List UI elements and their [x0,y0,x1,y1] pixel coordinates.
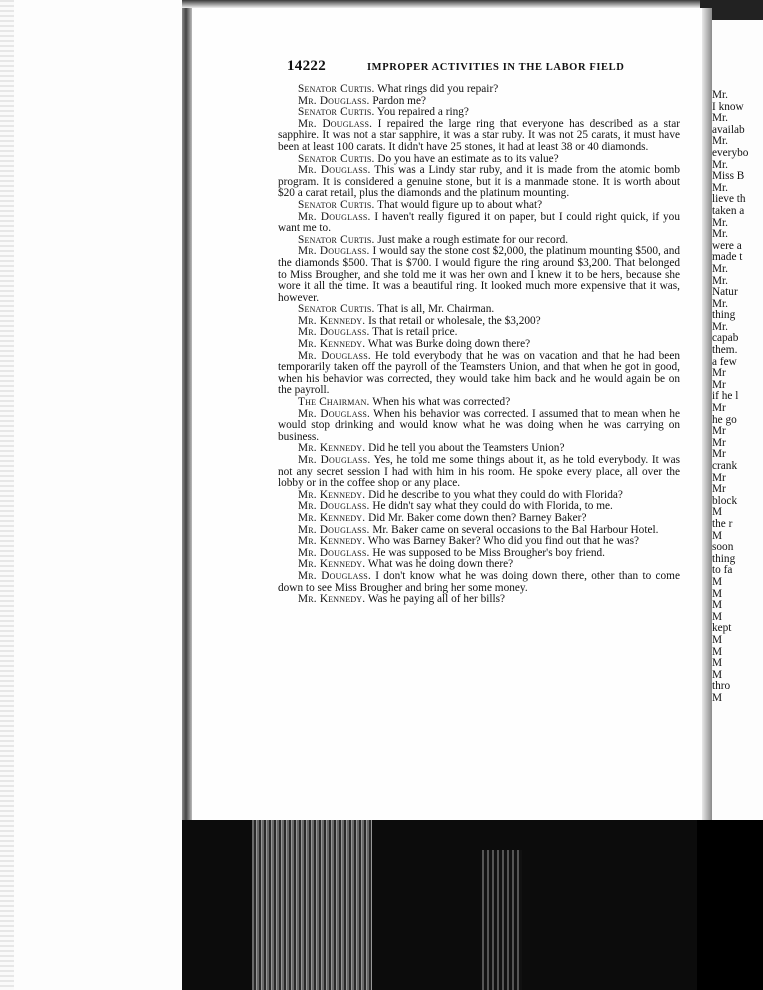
right-page-line: if he l [712,390,739,403]
right-page-line: kept [712,622,732,635]
right-page-line: everybo [712,146,749,159]
right-page-line: M [712,529,723,542]
right-page-line: Mr [712,436,726,449]
speech-text: I would say the stone cost $2,000, the platinum mounting $500, and the diamonds $500. That is $700. I would figure the ring around $3,200. That belonged to Miss Brougher, and she told me it was her own and I knew it to be hers, because she wore it all the time. It was a beautiful ring. It looked much more expensive that it was, however. [278,245,680,304]
right-page-line: M [712,506,723,519]
speech-text: Is that retail or wholesale, the $3,200? [365,314,541,327]
right-page-line: soon [712,541,734,554]
right-page-line: them. [712,344,738,357]
right-page-line: Mr. [712,216,729,229]
right-page-line: M [712,610,723,623]
speaker-name: Mr. Douglass. [298,349,371,362]
right-page-line: taken a [712,204,745,217]
speaker-name: Mr. Kennedy. [298,314,366,327]
speech-text: He didn't say what they could do with Florida, to me. [369,500,613,513]
speaker-name: Mr. Douglass. [298,546,370,559]
right-page-line: capab [712,332,739,345]
speech-text: Pardon me? [369,94,426,107]
speech-text: Did he tell you about the Teamsters Union? [365,442,565,455]
right-page-line: M [712,657,723,670]
testimony-paragraph [278,119,680,154]
speech-text: Who was Barney Baker? Who did you find out that he was? [365,535,640,548]
speech-text: You repaired a ring? [374,106,469,119]
bottom-binding [182,820,763,990]
speech-text: I repaired the large ring that everyone has described as a star sapphire. It was not a star sapphire, it was a star ruby. It was not 25 carats, it must have been at least 100 carats. It didn't have 25 stones, it had at least 38 or 40 diamonds. [278,117,680,153]
right-page-line: made t [712,251,743,264]
right-page-line: Mr. [712,297,729,310]
speech-text: What was Burke doing down there? [365,338,531,351]
speech-text: Was he paying all of her bills? [365,593,506,606]
right-page-line: Mr [712,483,726,496]
right-page-line: M [712,599,723,612]
right-page-line: a few [712,355,737,368]
right-page-line: Mr. [712,89,729,101]
speaker-name: Mr. Kennedy. [298,442,366,455]
page-number: 14222 [287,58,326,74]
speaker-name: Mr. Douglass. [298,94,370,107]
scan-edge-grain [0,0,14,990]
speaker-name: Senator Curtis. [298,198,375,211]
right-page-line: Mr [712,402,726,415]
right-page-line: Mr [712,378,726,391]
speech-text: What rings did you repair? [374,83,499,95]
right-page-line: M [712,575,723,588]
testimony-paragraph [278,212,680,235]
speaker-name: Senator Curtis. [298,303,375,316]
speech-text: Did he describe to you what they could do with Florida? [365,488,623,501]
right-page-line: M [712,691,723,704]
right-page-line: Mr. [712,274,729,287]
testimony-paragraph [278,594,680,606]
right-page-line: M [712,645,723,658]
right-page-line: Mr [712,425,726,438]
right-page-line: were a [712,239,742,252]
top-edge-shadow [182,0,763,8]
speaker-name: Mr. Kennedy. [298,488,366,501]
speaker-name: Mr. Douglass. [298,164,371,177]
right-page-line: Mr [712,367,726,380]
right-page-line: Mr [712,471,726,484]
binding-texture-2 [482,850,522,990]
right-page-line: thro [712,680,731,693]
speaker-name: Mr. Kennedy. [298,558,366,571]
testimony-text [278,84,680,606]
right-page-line: thing [712,309,736,322]
right-page-line: Mr. [712,262,729,275]
speech-text: I don't know what he was doing down there, other than to come down to see Miss Brougher and bring her some money. [278,569,680,594]
speech-text: When his what was corrected? [369,396,511,409]
speech-text: I haven't really figured it on paper, but I could right quick, if you want me to. [278,210,680,235]
testimony-paragraph [278,246,680,304]
speaker-name: Senator Curtis. [298,152,375,165]
right-page-line: M [712,633,723,646]
speech-text: That would figure up to about what? [374,198,543,211]
speaker-name: Mr. Kennedy. [298,535,366,548]
speech-text: Mr. Baker came on several occasions to the Bal Harbour Hotel. [369,523,659,536]
right-page-line: Mr [712,448,726,461]
right-page-line: lieve th [712,193,746,206]
speaker-name: Mr. Douglass. [298,569,371,582]
right-binding [697,820,763,990]
speech-text: He was supposed to be Miss Brougher's boy friend. [369,546,605,559]
speaker-name: The Chairman. [298,396,370,409]
speech-text: That is all, Mr. Chairman. [374,303,495,316]
speaker-name: Senator Curtis. [298,83,375,95]
speaker-name: Senator Curtis. [298,106,375,119]
binding-texture [252,820,372,990]
speaker-name: Mr. Douglass. [298,454,371,466]
page-gutter [702,8,712,820]
speech-text: Did Mr. Baker come down then? Barney Baker? [365,511,587,524]
speaker-name: Mr. Douglass. [298,245,370,258]
right-page-line: M [712,668,723,681]
speaker-name: Senator Curtis. [298,233,375,246]
right-page-line: availab [712,123,745,136]
speaker-name: Mr. Douglass. [298,500,370,513]
right-page-line: Miss B [712,170,745,183]
speech-text: What was he doing down there? [365,558,514,571]
testimony-paragraph [278,351,680,397]
right-page-line: Mr. [712,320,729,333]
speech-text: Yes, he told me some things about it, as he told everybody. It was not any secret session I had with him in his room. He spoke every place, all over the lobby or in the coffee shop or any place. [278,454,680,490]
right-page-line: Mr. [712,158,729,171]
speech-text: He told everybody that he was on vacation and that he had been temporarily taken off the payroll of the Teamsters Union, and that when he got in good, when his behavior was corrected, they would take him back and he would again be on the payroll. [278,349,680,397]
right-page-line: he go [712,413,737,426]
right-page-line: Mr. [712,135,729,148]
speaker-name: Mr. Douglass. [298,407,371,420]
scan-left-margin [0,0,182,990]
right-page-line: Natur [712,286,738,299]
right-page-line: M [712,587,723,600]
speech-text: That is retail price. [369,326,458,339]
speaker-name: Mr. Douglass. [298,523,370,536]
running-title: IMPROPER ACTIVITIES IN THE LABOR FIELD [367,62,625,73]
speaker-name: Mr. Kennedy. [298,338,366,351]
page-header [287,58,687,78]
testimony-paragraph [278,455,680,490]
speech-text: When his behavior was corrected. I assumed that to mean when he would stop drinking and would know what he was doing when he was carrying on business. [278,407,680,443]
right-page-line: thing [712,552,736,565]
speech-text: Do you have an estimate as to its value? [374,152,559,165]
speaker-name: Mr. Douglass. [298,117,373,130]
book-spine [182,0,192,835]
right-page-line: Mr. [712,228,729,241]
testimony-paragraph [278,571,680,594]
right-page-line: to fa [712,564,733,577]
right-page-line: crank [712,460,738,472]
testimony-paragraph [278,409,680,444]
speaker-name: Mr. Kennedy. [298,593,366,606]
right-page-line: Mr. [712,181,729,194]
testimony-paragraph [278,165,680,200]
right-page-line: the r [712,517,733,530]
right-page-fragment [712,20,763,820]
speech-text: This was a Lindy star ruby, and it is made from the atomic bomb program. It is considered a genuine stone, but it is a manmade stone. It is worth about $20 a carat retail, plus the diamonds and the platinum mounting. [278,164,680,200]
right-page-line: block [712,494,738,507]
speaker-name: Mr. Kennedy. [298,511,366,524]
right-page-line: I know [712,100,744,113]
speech-text: Just make a rough estimate for our record. [374,233,569,246]
speaker-name: Mr. Douglass. [298,326,370,339]
right-page-line: Mr. [712,112,729,125]
right-page-text [712,90,748,704]
speaker-name: Mr. Douglass. [298,210,371,223]
